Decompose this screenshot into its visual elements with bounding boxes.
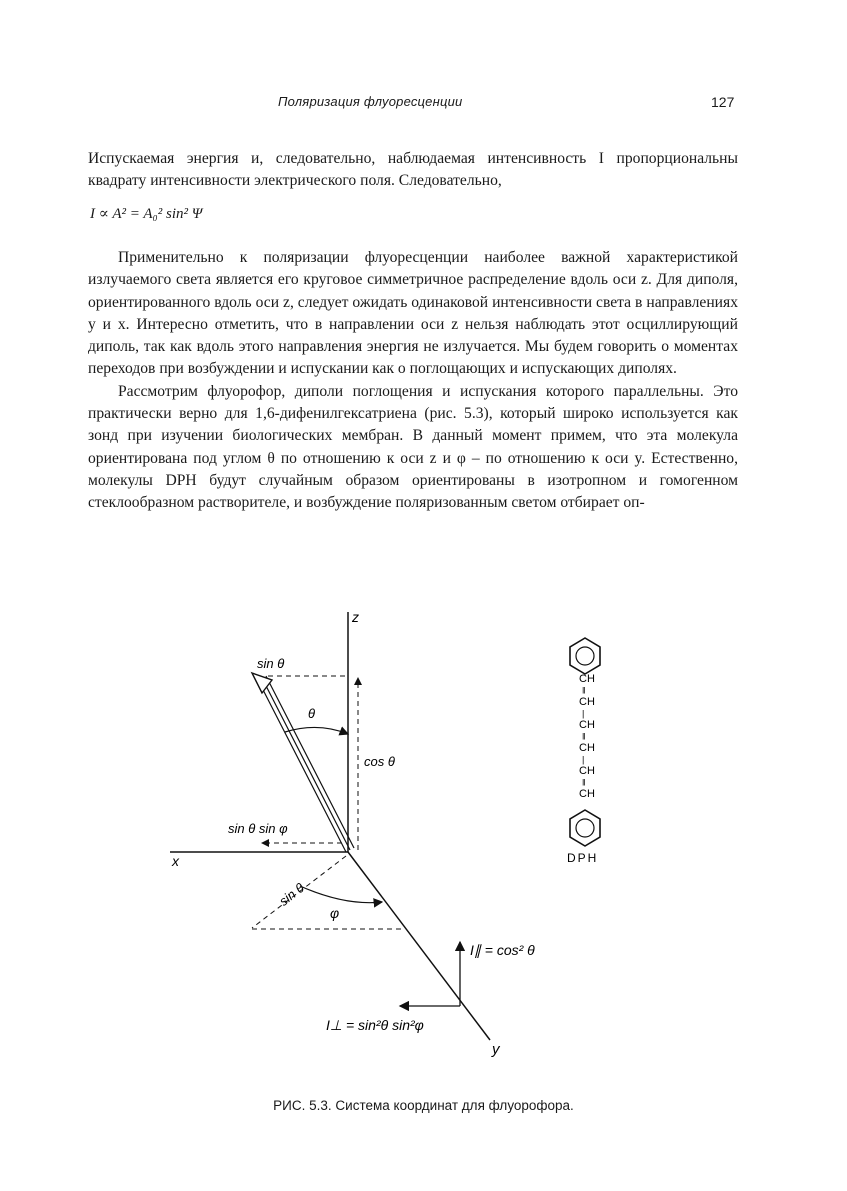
paragraph-2: Применительно к поляризации флуоресценции наиболее важной характеристикой излучаемого света является его круговое симметричное распределение вдоль оси z. Для диполя, ориентированного вдоль оси z, следует ожидать одинаковой интенсивности света в направлениях y и x. Интересно отметить, что в направлении оси z нельзя наблюдать этот осциллирующий диполь, так как вдоль этого направления энергия не излучается. Мы будем говорить о моментах переходов при возбуждении и испускании как о поглощающих и испускающих диполях. <box>88 249 738 378</box>
dph-ch-group: CH <box>579 742 595 754</box>
formula: I ∝ A² = A₀² sin² Ψ <box>90 206 203 222</box>
phenyl-ring-bottom <box>570 810 600 846</box>
sin-theta-sin-phi-label: sin θ sin φ <box>228 821 288 836</box>
coordinate-system-diagram <box>0 600 847 1080</box>
figure-caption: РИС. 5.3. Система координат для флуорофора. <box>273 1098 574 1113</box>
sin-theta-top-label: sin θ <box>257 656 285 671</box>
page-header <box>0 94 847 118</box>
sin-theta-diagonal-label: sin θ <box>276 880 307 909</box>
figure-5-3 <box>0 600 847 1080</box>
paragraph-3: Рассмотрим флуорофор, диполи поглощения и испускания которого параллельны. Это практически верно для 1,6-дифенилгексатриена (рис. 5.3), который широко используется как зонд при изучении биологических мембран. В данный момент примем, что эта молекула ориентирована под углом θ по отношению к оси z и φ – по отношению к оси y. Естественно, молекулы DPH будут случайным образом ориентированы в изотропном и гомогенном стеклообразном растворителе, и возбуждение поляризованным светом отбирает оп- <box>88 382 738 512</box>
page-number: 127 <box>711 94 735 110</box>
cos-theta-label: cos θ <box>364 754 395 769</box>
phi-arc <box>300 886 382 903</box>
dph-ch-group: CH <box>579 788 595 800</box>
dph-bond: ‖ <box>582 731 586 742</box>
running-title: Поляризация флуоресценции <box>278 94 463 109</box>
z-axis-label: z <box>352 609 359 625</box>
y-axis <box>348 852 490 1040</box>
dph-molecule <box>567 638 600 865</box>
phenyl-ring-top <box>570 638 600 674</box>
dph-ch-group: CH <box>579 673 595 685</box>
x-axis-label: x <box>172 853 179 869</box>
dph-bond: | <box>582 754 585 765</box>
dph-bond: | <box>582 708 585 719</box>
paragraph-2-block <box>88 247 738 515</box>
theta-label: θ <box>308 706 316 721</box>
dph-label: DPH <box>567 851 599 865</box>
paragraph-1-block <box>88 148 738 193</box>
i-parallel-label: I∥ = cos² θ <box>470 942 535 958</box>
dph-bond: ‖ <box>582 777 586 788</box>
dph-chain <box>579 673 595 800</box>
y-axis-label: y <box>492 1041 500 1058</box>
i-perp-label: I⊥ = sin²θ sin²φ <box>326 1017 424 1033</box>
dph-ch-group: CH <box>579 765 595 777</box>
dph-bond: ‖ <box>582 685 586 696</box>
phi-label: φ <box>330 905 340 921</box>
dph-ch-group: CH <box>579 719 595 731</box>
paragraph-1: Испускаемая энергия и, следовательно, наблюдаемая интенсивность I пропорциональны квадрату интенсивности электрического поля. Следовательно, <box>88 150 738 190</box>
dph-ch-group: CH <box>579 696 595 708</box>
